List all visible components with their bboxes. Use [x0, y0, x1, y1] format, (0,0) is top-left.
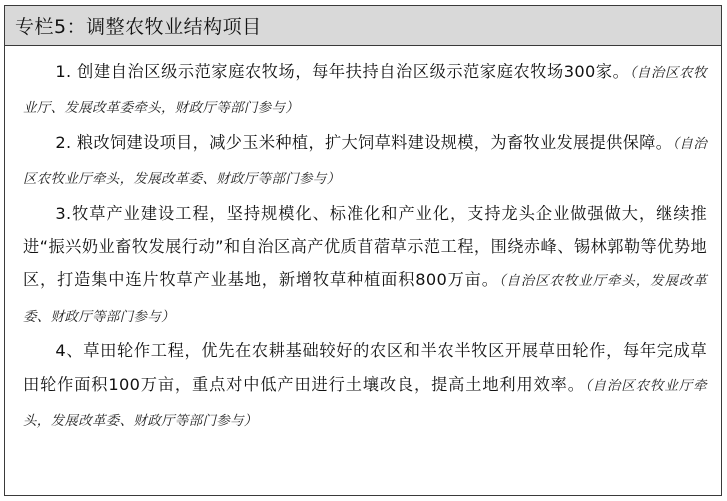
project-panel [4, 5, 722, 496]
item-text: 4、草田轮作工程，优先在农耕基础较好的农区和半农半牧区开展草田轮作，每年完成草田轮作面积100万亩，重点对中低产田进行土壤改良，提高土地利用效率。 [23, 341, 707, 394]
item-text: 1. 创建自治区级示范家庭农牧场，每年扶持自治区级示范家庭农牧场300家。 [55, 62, 630, 81]
project-item-1 [23, 55, 707, 126]
project-item-2 [23, 126, 707, 197]
project-item-4 [23, 334, 707, 438]
panel-header [5, 6, 721, 46]
panel-title: 专栏5：调整农牧业结构项目 [15, 16, 262, 38]
item-text: 3.牧草产业建设工程，坚持规模化、标准化和产业化，支持龙头企业做强做大，继续推进“振兴奶业畜牧发展行动”和自治区高产优质苜蓿草示范工程，围绕赤峰、锡林郭勒等优势地区，打造集中连片牧草产业基地，新增牧草种植面积800万亩。 [23, 203, 707, 290]
item-note: （自治区农牧业厅、发展改革委牵头，财政厅等部门参与） [23, 65, 707, 117]
item-note: （自治区农牧业厅牵头，发展改革委、财政厅等部门参与） [23, 135, 707, 188]
item-note: （自治区农牧业厅牵头，发展改革委、财政厅等部门参与） [23, 273, 707, 325]
item-note: （自治区农牧业厅牵头，发展改革委、财政厅等部门参与） [23, 377, 707, 430]
item-text: 2. 粮改饲建设项目，减少玉米种植，扩大饲草料建设规模，为畜牧业发展提供保障。 [55, 132, 673, 152]
panel-body [5, 46, 721, 438]
project-item-3 [23, 197, 707, 335]
